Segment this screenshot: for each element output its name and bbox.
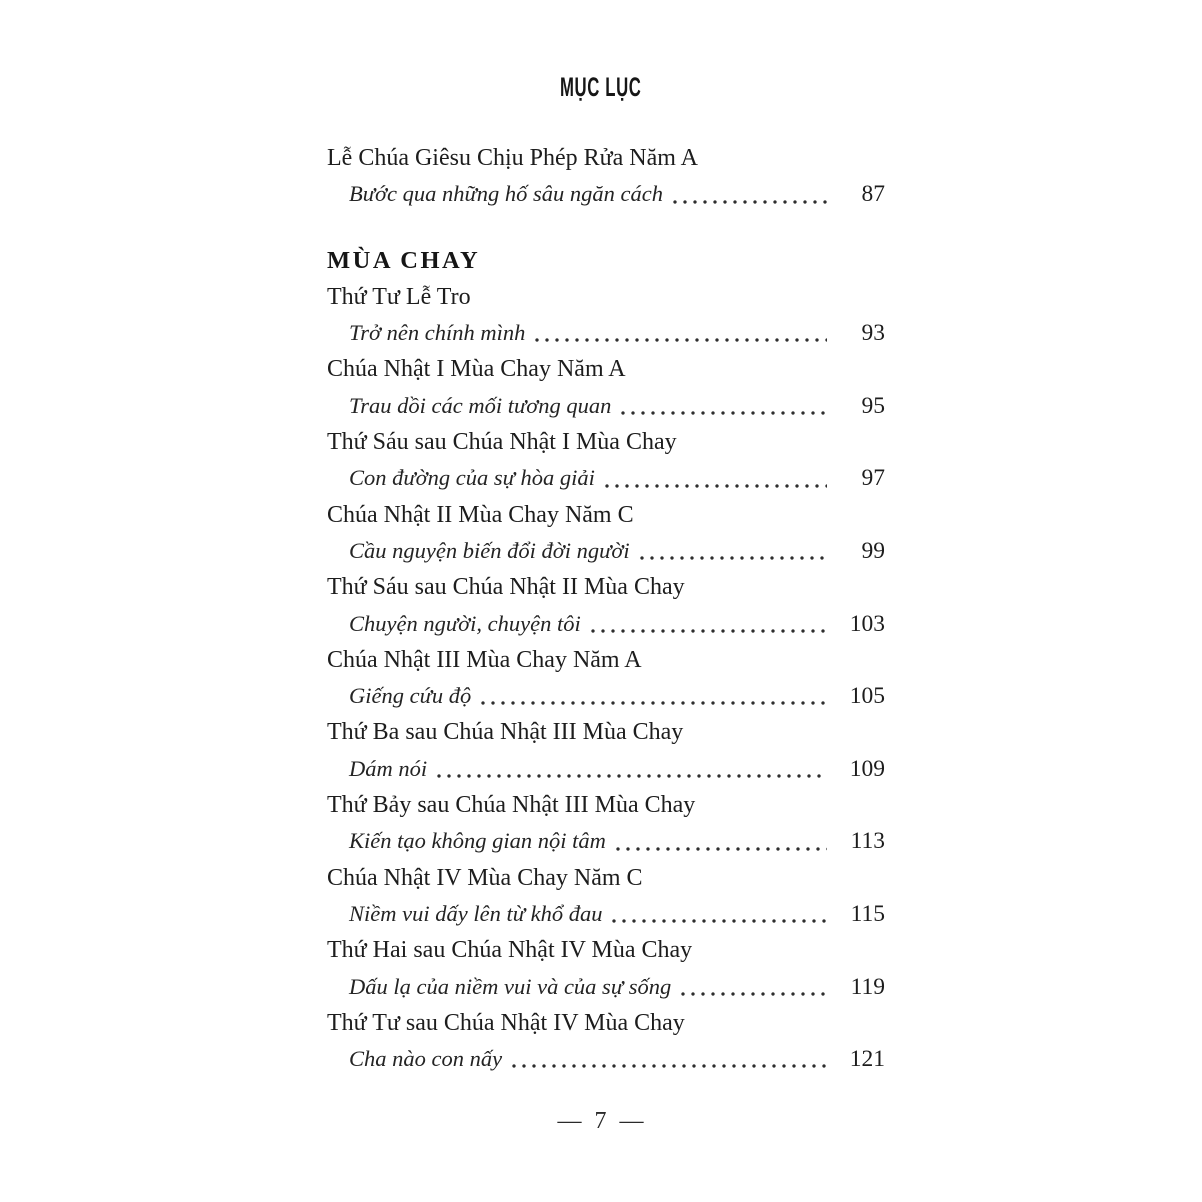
entry-title: Thứ Hai sau Chúa Nhật IV Mùa Chay — [327, 937, 693, 964]
dot-leader — [481, 701, 827, 705]
section-heading: MÙA CHAY — [327, 246, 481, 274]
page-header — [0, 72, 1202, 103]
toc-entry — [327, 497, 885, 570]
entry-page-number: 113 — [850, 828, 885, 855]
entry-title: Thứ Tư sau Chúa Nhật IV Mùa Chay — [327, 1009, 685, 1036]
toc-entry — [327, 424, 885, 497]
entry-title: Chúa Nhật IV Mùa Chay Năm C — [327, 864, 643, 891]
dot-leader — [591, 629, 827, 633]
dot-leader — [616, 847, 827, 851]
entry-page-number: 103 — [849, 610, 885, 637]
entry-subtitle: Kiến tạo không gian nội tâm — [349, 828, 606, 854]
toc-entry — [327, 140, 885, 213]
entry-subtitle: Giếng cứu độ — [349, 683, 472, 709]
toc-entry — [327, 1005, 885, 1078]
entry-subtitle-row — [327, 678, 885, 714]
entry-title: Thứ Sáu sau Chúa Nhật II Mùa Chay — [327, 574, 685, 601]
page-header-title: MỤC LỤC — [560, 72, 642, 102]
table-of-contents — [327, 140, 885, 1077]
entry-title: Thứ Sáu sau Chúa Nhật I Mùa Chay — [327, 429, 677, 456]
toc-entry — [327, 279, 885, 352]
dot-leader — [437, 774, 827, 778]
toc-entry — [327, 642, 885, 715]
entry-title: Thứ Ba sau Chúa Nhật III Mùa Chay — [327, 719, 684, 746]
entry-subtitle: Cha nào con nấy — [349, 1046, 503, 1072]
entry-subtitle: Dám nói — [349, 755, 428, 781]
toc-entry — [327, 787, 885, 860]
entry-page-number: 105 — [849, 683, 885, 710]
entry-title: Chúa Nhật II Mùa Chay Năm C — [327, 501, 634, 528]
entry-title: Thứ Bảy sau Chúa Nhật III Mùa Chay — [327, 792, 696, 819]
entry-page-number: 119 — [850, 973, 885, 1000]
entry-page-number: 99 — [861, 537, 885, 564]
entry-subtitle-row — [327, 751, 885, 787]
footer-page-number: 7 — [594, 1108, 608, 1134]
toc-entry — [327, 932, 885, 1005]
entry-subtitle: Trở nên chính mình — [349, 320, 526, 346]
entry-title: Chúa Nhật III Mùa Chay Năm A — [327, 646, 642, 673]
entry-subtitle-row — [327, 823, 885, 859]
entry-subtitle-row — [327, 606, 885, 642]
entry-subtitle-row — [327, 176, 885, 212]
toc-entry — [327, 351, 885, 424]
dot-leader — [681, 992, 827, 996]
page-footer — [0, 1108, 1202, 1135]
entry-subtitle-row — [327, 388, 885, 424]
footer-dash-right: — — [619, 1108, 645, 1134]
dot-leader — [673, 200, 827, 204]
entry-subtitle: Chuyện người, chuyện tôi — [349, 610, 581, 636]
entry-subtitle: Bước qua những hố sâu ngăn cách — [349, 181, 664, 207]
entry-subtitle: Trau dồi các mối tương quan — [349, 392, 612, 418]
dot-leader — [512, 1064, 827, 1068]
toc-entry — [327, 569, 885, 642]
toc-entry — [327, 714, 885, 787]
entry-subtitle-row — [327, 896, 885, 932]
entry-page-number: 87 — [861, 181, 885, 208]
entry-subtitle: Cầu nguyện biến đổi đời người — [349, 537, 630, 563]
entry-page-number: 109 — [849, 755, 885, 782]
entry-page-number: 115 — [850, 900, 885, 927]
entry-subtitle-row — [327, 533, 885, 569]
entry-page-number: 121 — [849, 1046, 885, 1073]
entry-title: Chúa Nhật I Mùa Chay Năm A — [327, 356, 626, 383]
dot-leader — [612, 919, 827, 923]
dot-leader — [605, 484, 827, 488]
entry-subtitle-row — [327, 1041, 885, 1077]
entry-subtitle: Con đường của sự hòa giải — [349, 465, 595, 491]
toc-entry — [327, 860, 885, 933]
entry-subtitle-row — [327, 969, 885, 1005]
dot-leader — [640, 556, 827, 560]
dot-leader — [535, 338, 827, 342]
dot-leader — [621, 411, 827, 415]
entry-page-number: 93 — [861, 320, 885, 347]
entry-subtitle: Niềm vui dấy lên từ khổ đau — [349, 900, 603, 926]
entry-subtitle-row — [327, 315, 885, 351]
entry-title: Thứ Tư Lễ Tro — [327, 283, 471, 310]
entry-page-number: 97 — [861, 465, 885, 492]
entry-page-number: 95 — [861, 392, 885, 419]
entry-subtitle: Dấu lạ của niềm vui và của sự sống — [349, 973, 672, 999]
entry-title: Lễ Chúa Giêsu Chịu Phép Rửa Năm A — [327, 145, 698, 171]
entry-subtitle-row — [327, 460, 885, 496]
footer-dash-left: — — [557, 1108, 583, 1134]
